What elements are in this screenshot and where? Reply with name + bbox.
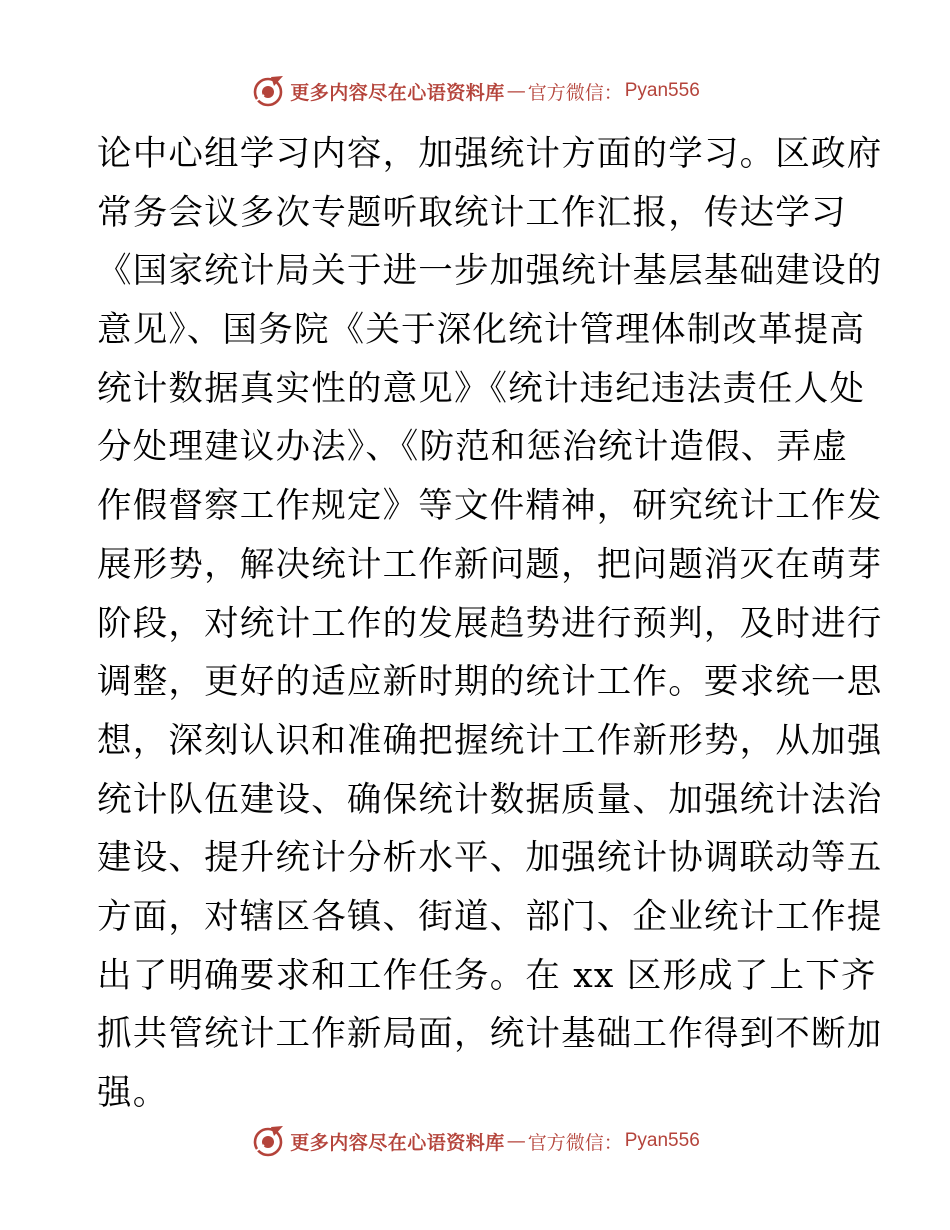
header-site-text: 更多内容尽在心语资料库 [290, 81, 505, 104]
footer-separator: — [506, 1130, 526, 1152]
body-line: 统计数据真实性的意见》《统计违纪违法责任人处 [97, 368, 866, 409]
body-line: 分处理建议办法》、《防范和惩治统计造假、弄虚 [97, 427, 848, 468]
footer-wechat-label: 官方微信： [527, 1131, 623, 1154]
body-line: 论中心组学习内容，加强统计方面的学习。区政府 [97, 134, 883, 174]
header-separator: — [506, 80, 526, 102]
body-line: 展形势，解决统计工作新问题，把问题消灭在萌芽 [97, 544, 883, 585]
document-body [97, 125, 883, 1123]
header-wechat-label: 官方微信： [527, 81, 623, 104]
body-line: 作假督察工作规定》等文件精神，研究统计工作发 [97, 486, 883, 527]
body-line: 强。 [97, 1073, 169, 1113]
body-line: 建设、提升统计分析水平、加强统计协调联动等五 [97, 838, 883, 879]
header-wechat-account: Pyan556 [624, 80, 700, 101]
quill-circle-logo-icon [250, 1123, 286, 1159]
body-line: 方面，对辖区各镇、街道、部门、企业统计工作提 [97, 896, 883, 937]
body-line: 常务会议多次专题听取统计工作汇报，传达学习 [97, 192, 847, 233]
footer-wechat-account: Pyan556 [624, 1130, 700, 1151]
body-line: 《国家统计局关于进一步加强统计基层基础建设的 [97, 251, 883, 292]
body-line: 抓共管统计工作新局面，统计基础工作得到不断加 [97, 1014, 883, 1055]
body-line: 阶段，对统计工作的发展趋势进行预判，及时进行 [97, 603, 883, 644]
footer-site-text: 更多内容尽在心语资料库 [290, 1131, 505, 1154]
body-line: 出了明确要求和工作任务。在 xx 区形成了上下齐 [97, 955, 877, 996]
header-banner [0, 71, 950, 111]
quill-circle-logo-icon [250, 73, 286, 109]
body-line: 统计队伍建设、确保统计数据质量、加强统计法治 [97, 779, 883, 820]
body-line: 意见》、国务院《关于深化统计管理体制改革提高 [97, 310, 866, 351]
body-line: 想，深刻认识和准确把握统计工作新形势，从加强 [97, 720, 883, 761]
body-line: 调整，更好的适应新时期的统计工作。要求统一思 [97, 662, 883, 703]
footer-banner [0, 1121, 950, 1161]
